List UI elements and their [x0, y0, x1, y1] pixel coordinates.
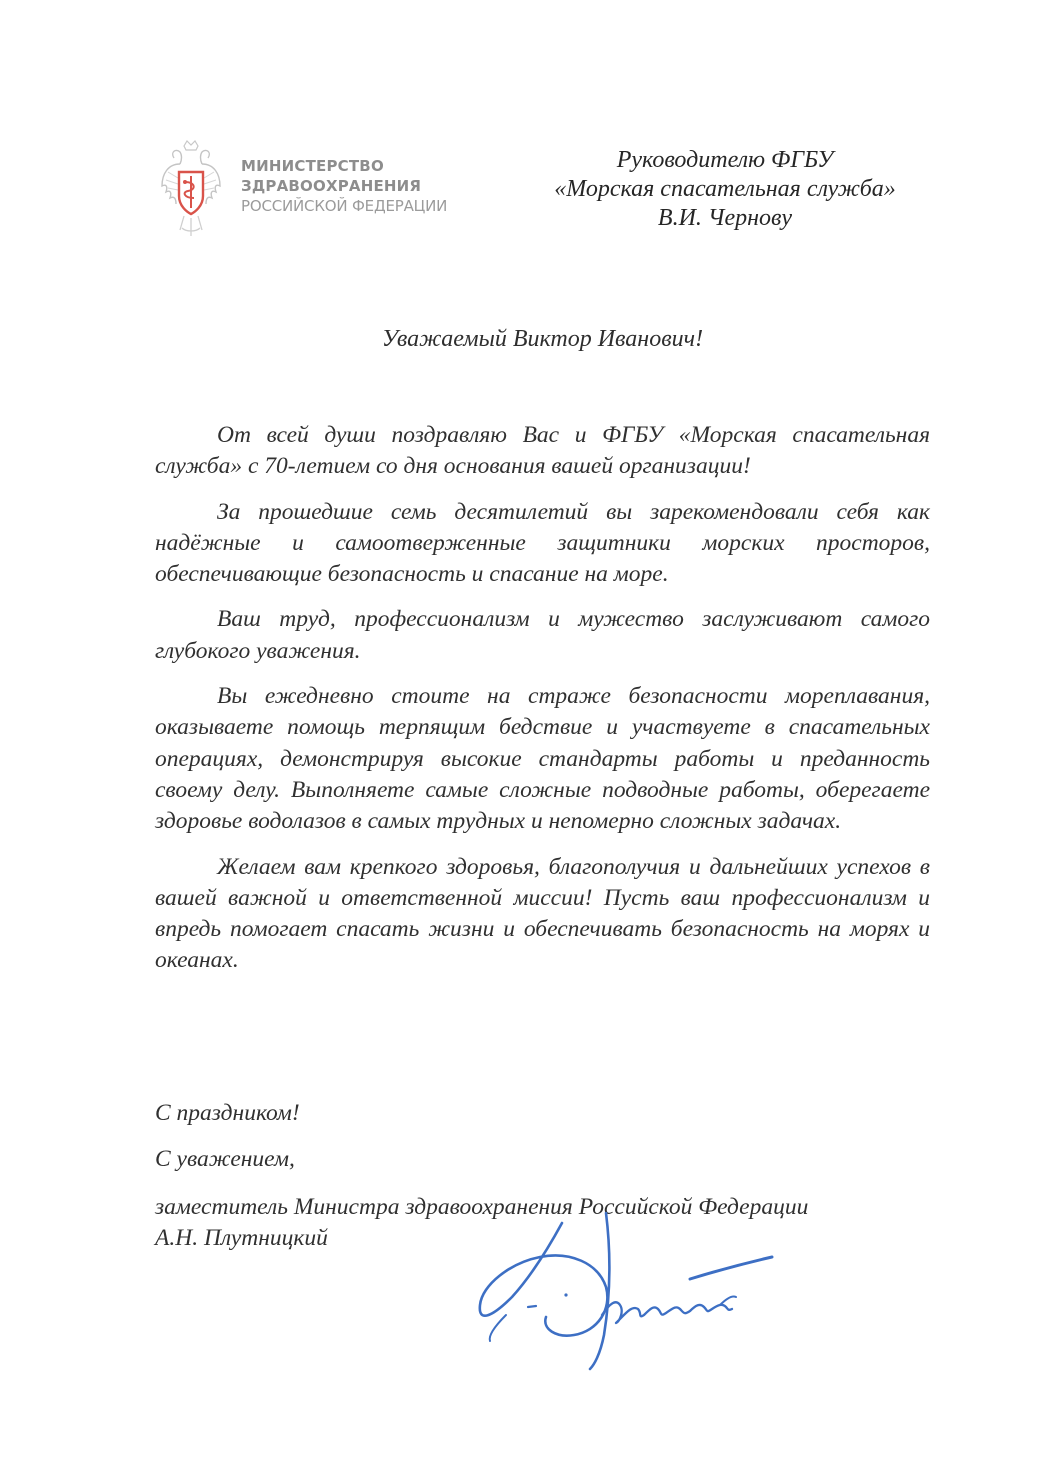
body-paragraph: Желаем вам крепкого здоровья, благополучия и дальнейших успехов в вашей важной и ответственной миссии! Пусть ваш профессионализм и впредь помогает спасать жизни и обеспечивать безопасность на морях и океанах. — [155, 853, 930, 974]
ministry-name-line2: ЗДРАВООХРАНЕНИЯ — [241, 177, 422, 195]
double-headed-eagle-emblem-icon — [160, 138, 222, 242]
handwritten-signature — [470, 1205, 790, 1385]
addressee-block — [505, 146, 945, 233]
letter-body — [155, 420, 930, 991]
addressee-line2: «Морская спасательная служба» — [554, 176, 896, 202]
body-paragraph: От всей души поздравляю Вас и ФГБУ «Морская спасательная служба» с 70-летием со дня основания вашей организации! — [155, 422, 930, 480]
addressee-line3: В.И. Чернову — [657, 205, 793, 231]
ministry-name-line3: РОССИЙСКОЙ ФЕДЕРАЦИИ — [241, 197, 448, 215]
body-paragraph: Вы ежедневно стоите на страже безопасности мореплавания, оказываете помощь терпящим бедствие и участвуете в спасательных операциях, демонстрируя высокие стандарты работы и преданность своему делу. Выполняете самые сложные подводные работы, оберегаете здоровье водолазов в самых трудных и непомерно сложных задачах. — [155, 683, 930, 835]
signer-name: А.Н. Плутницкий — [155, 1225, 328, 1251]
body-paragraph: За прошедшие семь десятилетий вы зарекомендовали себя как надёжные и самоотверженные защитники морских просторов, обеспечивающие безопасность и спасание на море. — [155, 498, 930, 588]
holiday-wish: С праздником! — [155, 1100, 300, 1126]
ministry-logo — [160, 138, 460, 243]
signer-position: заместитель Министра здравоохранения Российской Федерации — [155, 1194, 809, 1220]
body-paragraph: Ваш труд, профессионализм и мужество заслуживают самого глубокого уважения. — [155, 606, 930, 664]
ministry-name — [241, 156, 471, 216]
regards-line: С уважением, — [155, 1146, 295, 1172]
ministry-name-line1: МИНИСТЕРСТВО — [241, 157, 384, 175]
salutation: Уважаемый Виктор Иванович! — [381, 326, 704, 352]
addressee-line1: Руководителю ФГБУ — [616, 147, 834, 173]
